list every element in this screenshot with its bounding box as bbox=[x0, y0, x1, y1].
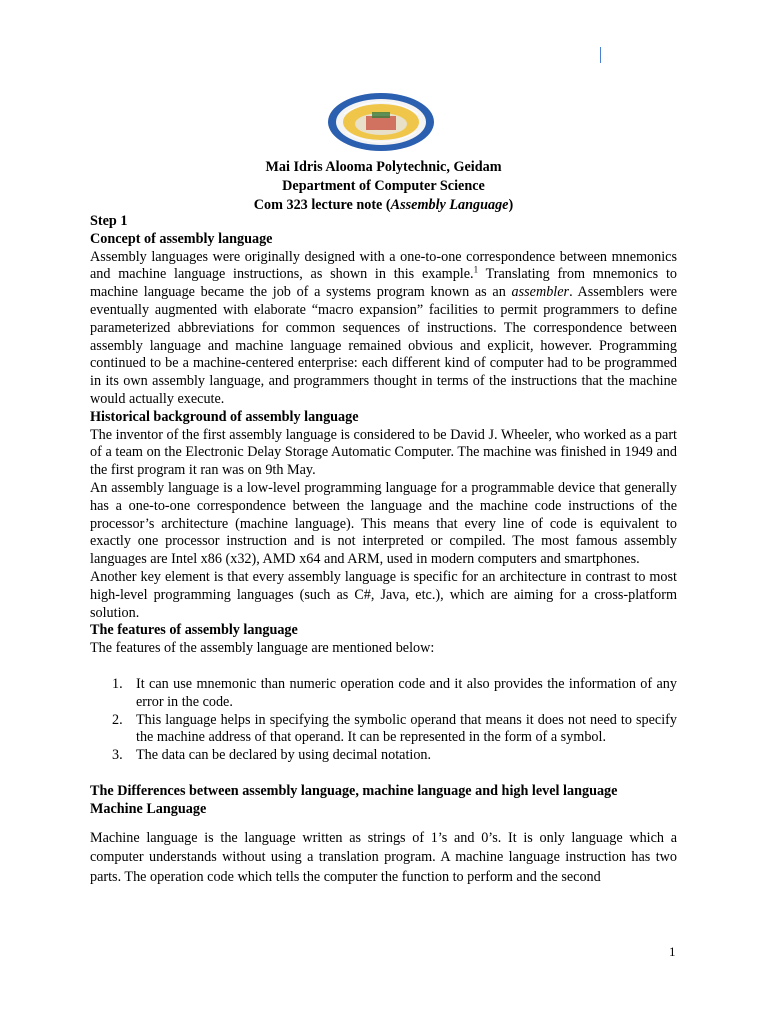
document-header bbox=[90, 158, 677, 215]
footnote-ref: 1 bbox=[473, 264, 479, 275]
features-heading: The features of assembly language bbox=[90, 622, 298, 639]
features-intro: The features of the assembly language are mentioned below: bbox=[90, 640, 435, 657]
concept-paragraph: Assembly languages were originally designed with a one-to-one correspondence between mnemonics and machine language instructions, as shown in this example.$^1$ Translating from mnemonics to machine language became the job of a systems program known as an assembler. Assemblers were eventually augmented with elaborate “macro expansion” facilities to permit programmers to define parameterized abbreviations for common sequences of instructions. The correspondence between assembly language and machine language remained obvious and explicit, however. Programming continued to be a machine-centered enterprise: each different kind of computer had to be programmed in its own assembly language, and programmers thought in terms of the instructions that the machine would actually execute. bbox=[90, 248, 678, 407]
institution-name: Mai Idris Alooma Polytechnic, Geidam bbox=[265, 159, 502, 175]
history-heading: Historical background of assembly language bbox=[90, 408, 359, 425]
differences-heading: The Differences between assembly language, machine language and high level language bbox=[90, 782, 618, 799]
list-item: 3. The data can be declared by using decimal notation. bbox=[112, 747, 432, 764]
document-body bbox=[90, 213, 677, 887]
machine-language-heading: Machine Language bbox=[90, 800, 207, 817]
list-item: 1. It can use mnemonic than numeric operation code and it also provides the information of any error in the code. bbox=[112, 675, 677, 710]
department-name: Department of Computer Science bbox=[282, 178, 485, 194]
history-paragraph-1: The inventor of the first assembly language is considered to be David J. Wheeler, who worked as a part of a team on the Electronic Delay Storage Automatic Computer. The machine was finished in 1949 and the first program it ran was on 9th May. bbox=[90, 426, 677, 479]
features-list bbox=[90, 676, 677, 765]
page-number: 1 bbox=[669, 944, 676, 959]
machine-language-paragraph: Machine language is the language written as strings of 1’s and 0’s. It is only language which a computer understands without using a translation program. A machine language instruction has two parts. The operation code which tells the computer the function to perform and the second bbox=[90, 829, 677, 885]
concept-heading: Concept of assembly language bbox=[90, 230, 273, 247]
history-paragraph-3: Another key element is that every assembly language is specific for an architecture in contrast to most high-level programming languages (such as C#, Java, etc.), which are aiming for a cross-platform solution. bbox=[90, 568, 677, 621]
history-paragraph-2: An assembly language is a low-level programming language for a programmable device that generally has a one-to-one correspondence between the language and the machine code instructions of the processor’s architecture (machine language). This means that every line of code is equivalent to exactly one processor instruction and is not interpreted or compiled. The most famous assembly languages are Intel x86 (x32), AMD x64 and ARM, used in modern computers and smartphones. bbox=[90, 479, 677, 568]
course-title: Com 323 lecture note (Assembly Language) bbox=[253, 197, 514, 213]
list-item: 2. This language helps in specifying the symbolic operand that means it does not need to specify the machine address of that operand. It can be represented in the form of a symbol. bbox=[112, 711, 677, 746]
text-cursor bbox=[600, 47, 601, 63]
polytechnic-logo-icon bbox=[326, 92, 436, 152]
step-heading: Step 1 bbox=[90, 213, 128, 229]
